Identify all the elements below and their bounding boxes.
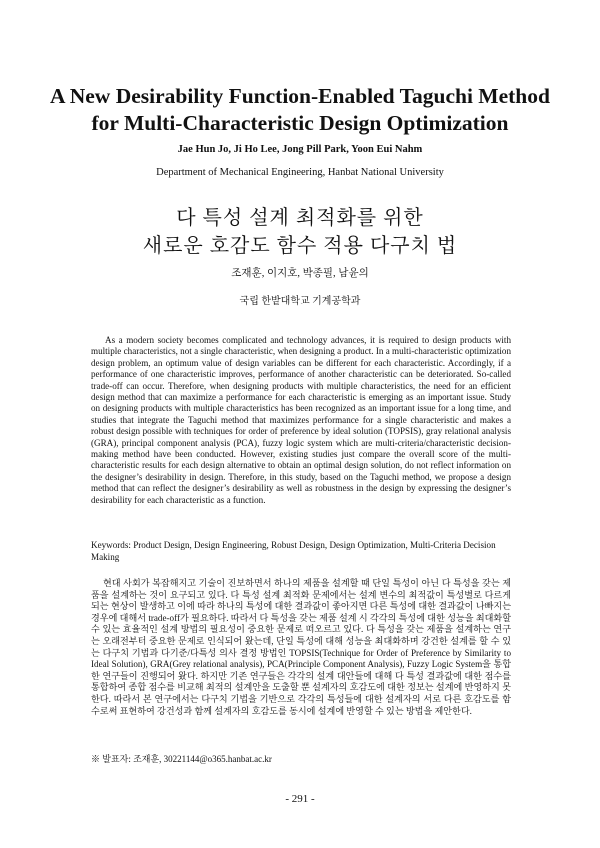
abstract-ko: 현대 사회가 복잡해지고 기술이 진보하면서 하나의 제품을 설계할 때 단일 특성이 아닌 다 특성을 갖는 제품을 설계하는 것이 요구되고 있다. 다 특성 설계 최적화 문제에서는 설계 변수의 최적값이 특성별로 다르게 되는 현상이 발생하고 이에 따라 하나의 특성에 대한 결과값이 좋아지면 다른 특성에 대한 결과값이 나빠지는 경우에 대해서 trade-off가 필요하다. 따라서 다 특성을 갖는 제품 설계 시 각각의 특성에 대한 성능을 최대화할 수 있는 효율적인 설계 방법의 필요성이 중요한 문제로 떠오르고 있다. 다 특성을 갖는 제품을 설계하는 연구는 오래전부터 중요한 문제로 인식되어 왔는데, 단일 특성에 대해 성능을 최대화하며 강건한 설계를 할 수 있는 다구치 기법과 다기준/다특성 의사 결정 방법인 TOPSIS(Technique for Order of Preference by Similarity to Ideal Solution), GRA(Grey relational analysis), PCA(Principle Component Analysis), Fuzzy Logic System을 통합한 연구들이 진행되어 왔다. 하지만 기존 연구들은 각각의 설계 대안들에 대해 다 특성 결과값에 대한 점수를 통합하여 종합 점수를 비교해 최적의 설계안을 도출할 뿐 설계자의 호감도에 대한 정보는 설계에 반영하지 못한다. 따라서 본 연구에서는 다구치 기법을 기반으로 각각의 특성들에 대한 설계자의 서로 다른 호감도를 함수로써 표현하여 강건성과 함께 설계자의 호감도를 동시에 설계에 반영할 수 있는 방법을 제안한다. xyxy=(91,578,511,716)
keywords xyxy=(91,539,521,563)
title-ko-line2: 새로운 호감도 함수 적용 다구치 법 xyxy=(142,235,458,257)
abstract-en: As a modern society becomes complicated and technology advances, it is required to design products with multiple characteristics, not a single characteristic, when designing a product. In a multi-characteristic optimization design problem, an optimum value of design variables can be different for each characteristic. Accordingly, if a performance of one characteristic improves, performance of another characteristic can be deteriorated. So-called trade-off can occur. Therefore, when designing products with multiple characteristics, the need for an efficient design method that can maximize a performance for each characteristic is emerging as an important issue. Study on designing products with multiple characteristics has been recognized as an important issue for a long time, and studies that integrate the Taguchi method that maximizes performance for a single characteristic and makes a robust design possible with techniques for order of preference by ideal solution (TOPSIS), gray relational analysis (GRA), principal component analysis (PCA), fuzzy logic system which are multi-criteria/characteristic decision-making method have been conducted. However, existing studies just compare the overall score of the multi-characteristic results for each design alternative to obtain an optimal design solution, do not reflect information on the designer’s desirability in design. Therefore, in this study, based on the Taguchi method, we propose a design method that can reflect the designer’s desirability as well as robustness in the design by expressing the designer’s desirability for each characteristic as a function. xyxy=(91,335,511,505)
keywords-text: Product Design, Design Engineering, Robust Design, Design Optimization, Multi-Criteria Decision Making xyxy=(91,540,496,562)
authors-en: Jae Hun Jo, Ji Ho Lee, Jong Pill Park, Yoon Eui Nahm xyxy=(177,144,423,155)
paper-title-ko xyxy=(40,204,560,260)
authors-ko: 조재훈, 이지호, 박종필, 남윤의 xyxy=(231,268,369,279)
keywords-label: Keywords: xyxy=(91,540,131,550)
paper-title-en: A New Desirability Function-Enabled Taguchi Method for Multi-Characteristic Design Optimization xyxy=(50,84,550,135)
presenter-note: ※ 발표자: 조재훈, 30221144@o365.hanbat.ac.kr xyxy=(91,754,272,764)
page-number: - 291 - xyxy=(285,793,315,805)
affiliation-ko: 국립 한밭대학교 기계공학과 xyxy=(239,296,361,307)
affiliation-en: Department of Mechanical Engineering, Hanbat National University xyxy=(156,167,444,178)
title-ko-line1: 다 특성 설계 최적화를 위한 xyxy=(176,207,424,229)
